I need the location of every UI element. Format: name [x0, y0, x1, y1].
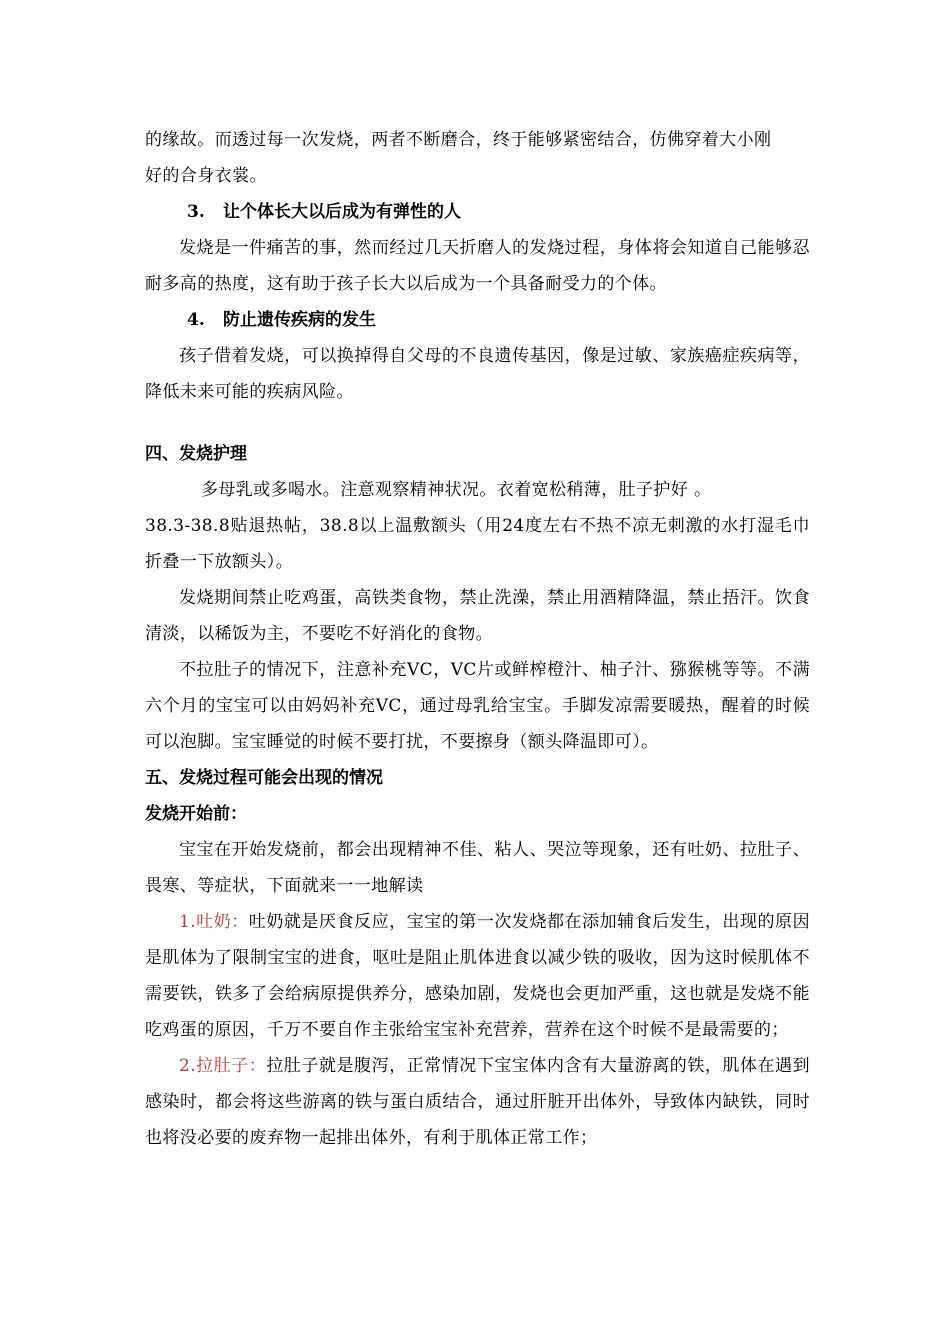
care-paragraph-1-rest: 38.3-38.8贴退热帖，38.8以上温敷额头（用24度左右不热不凉无刺激的水打湿毛巾折叠一下放额头）。 — [145, 516, 810, 572]
item-3-number: 3. — [187, 202, 205, 222]
diarrhea-label: 2.拉肚子： — [179, 1056, 267, 1076]
item-3-title: 让个体长大以后成为有弹性的人 — [223, 202, 461, 222]
diarrhea-paragraph — [145, 1048, 810, 1156]
item-3-body: 发烧是一件痛苦的事，然而经过几天折磨人的发烧过程，身体将会知道自己能够忍耐多高的热度，这有助于孩子长大以后成为一个具备耐受力的个体。 — [145, 238, 810, 294]
section-4-title: 四、发烧护理 — [145, 444, 247, 464]
item-4-title: 防止遗传疾病的发生 — [223, 310, 376, 330]
document-body — [145, 122, 810, 1156]
care-paragraph-1-lead: 多母乳或多喝水。注意观察精神状况。衣着宽松稍薄，肚子护好 。 — [201, 480, 712, 500]
item-4-heading — [145, 302, 810, 338]
before-fever-paragraph: 宝宝在开始发烧前，都会出现精神不佳、粘人、哭泣等现象，还有吐奶、拉肚子、畏寒、等症状，下面就来一一地解读 — [145, 840, 810, 896]
care-paragraph-2: 发烧期间禁止吃鸡蛋，高铁类食物，禁止洗澡，禁止用酒精降温，禁止捂汗。饮食清淡，以稀饭为主，不要吃不好消化的食物。 — [145, 588, 810, 644]
intro-paragraph-line-2: 好的合身衣裳。 — [145, 166, 267, 186]
care-paragraph-3: 不拉肚子的情况下，注意补充VC，VC片或鲜榨橙汁、柚子汁、猕猴桃等等。不满六个月的宝宝可以由妈妈补充VC，通过母乳给宝宝。手脚发凉需要暖热，醒着的时候可以泡脚。宝宝睡觉的时候不要打扰，不要擦身（额头降温即可）。 — [145, 660, 810, 752]
section-5-title: 五、发烧过程可能会出现的情况 — [145, 768, 383, 788]
subsection-title: 发烧开始前： — [145, 804, 247, 824]
item-4-number: 4. — [187, 310, 205, 330]
care-paragraph-1-line-1 — [145, 472, 810, 508]
vomit-body: 吐奶就是厌食反应，宝宝的第一次发烧都在添加辅食后发生，出现的原因是肌体为了限制宝宝的进食，呕吐是阻止肌体进食以减少铁的吸收，因为这时候肌体不需要铁，铁多了会给病原提供养分，感染加剧，发烧也会更加严重，这也就是发烧不能吃鸡蛋的原因，千万不要自作主张给宝宝补充营养，营养在这个时候不是最需要的； — [145, 912, 810, 1040]
vomit-paragraph — [145, 904, 810, 1048]
intro-paragraph-line-1: 的缘故。而透过每一次发烧，两者不断磨合，终于能够紧密结合，仿佛穿着大小刚 — [145, 130, 772, 150]
diarrhea-body: 拉肚子就是腹泻，正常情况下宝宝体内含有大量游离的铁，肌体在遇到感染时，都会将这些游离的铁与蛋白质结合，通过肝脏开出体外，导致体内缺铁，同时也将没必要的废弃物一起排出体外，有利于肌体正常工作； — [145, 1056, 811, 1148]
vomit-label: 1.吐奶： — [179, 912, 249, 932]
section-spacer — [145, 410, 810, 436]
item-4-body: 孩子借着发烧，可以换掉得自父母的不良遗传基因，像是过敏、家族癌症疾病等，降低未来可能的疾病风险。 — [145, 346, 810, 402]
item-3-heading — [145, 194, 810, 230]
